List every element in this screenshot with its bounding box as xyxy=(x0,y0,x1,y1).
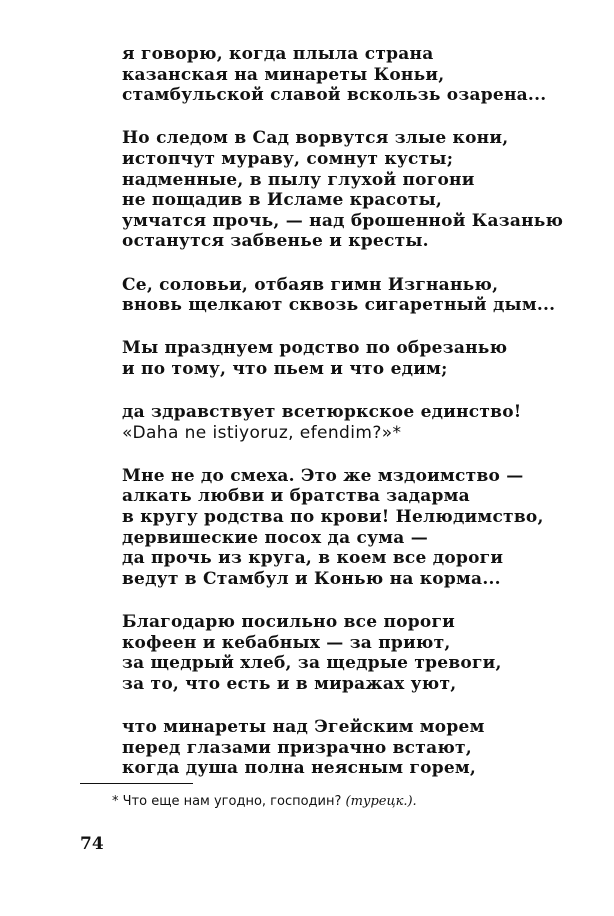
poem-line: Мне не до смеха. Это же мздоимство — xyxy=(122,465,524,486)
poem-line: Но следом в Сад ворвутся злые кони, xyxy=(122,128,509,149)
poem-line: Се, соловьи, отбаяв гимн Изгнанью, xyxy=(122,274,499,295)
footnote xyxy=(112,794,417,809)
page-number: 74 xyxy=(80,834,104,854)
poem-line: Благодарю посильно все пороги xyxy=(122,612,456,633)
poem-line: да прочь из круга, в коем все дороги xyxy=(122,548,504,569)
stanza xyxy=(122,275,602,316)
stanza xyxy=(122,717,602,779)
poem-line: умчатся прочь, — над брошенной Казанью xyxy=(122,210,564,231)
poem-line: кофеен и кебабных — за приют, xyxy=(122,632,451,653)
poem-line: за то, что есть и в миражах уют, xyxy=(122,673,457,694)
poem-line: алкать любви и братства задарма xyxy=(122,486,470,507)
poem-line: истопчут мураву, сомнут кусты; xyxy=(122,148,454,169)
poem-line: надменные, в пылу глухой погони xyxy=(122,169,475,190)
footnote-language-note: (турецк.). xyxy=(345,794,417,809)
footnote-marker: * xyxy=(112,794,119,809)
stanza xyxy=(122,402,602,443)
poem-line: в кругу родства по крови! Нелюдимство, xyxy=(122,507,544,528)
poem-line: не пощадив в Исламе красоты, xyxy=(122,190,443,211)
stanza xyxy=(122,466,602,590)
poem-line: дервишеские посох да сума — xyxy=(122,527,428,548)
stanza xyxy=(122,612,602,694)
poem-line: ведут в Стамбул и Конью на корма... xyxy=(122,568,501,589)
poem-line: Мы празднуем родство по обрезанью xyxy=(122,338,508,359)
poem-line: за щедрый хлеб, за щедрые тревоги, xyxy=(122,653,502,674)
poem-line: я говорю, когда плыла страна xyxy=(122,44,434,64)
poem-body xyxy=(122,44,602,801)
footnote-rule xyxy=(80,783,193,784)
stanza xyxy=(122,338,602,379)
poem-line: что минареты над Эгейским морем xyxy=(122,717,485,737)
poem-line: да здравствует всетюркское единство! xyxy=(122,402,522,423)
poem-line: и по тому, что пьем и что едим; xyxy=(122,358,448,379)
stanza xyxy=(122,44,602,106)
footnote-text: Что еще нам угодно, господин? xyxy=(122,794,342,809)
poem-line: «Daha ne istiyoruz, efendim?»* xyxy=(122,422,402,443)
poem-line: стамбульской славой вскользь озарена... xyxy=(122,85,547,106)
poem-line: вновь щелкают сквозь сигаретный дым... xyxy=(122,295,556,316)
poem-line: перед глазами призрачно встают, xyxy=(122,737,472,758)
poem-line: останутся забвенье и кресты. xyxy=(122,231,429,252)
poem-line: когда душа полна неясным горем, xyxy=(122,758,477,779)
stanza xyxy=(122,128,602,252)
poem-line: казанская на минареты Коньи, xyxy=(122,64,445,85)
